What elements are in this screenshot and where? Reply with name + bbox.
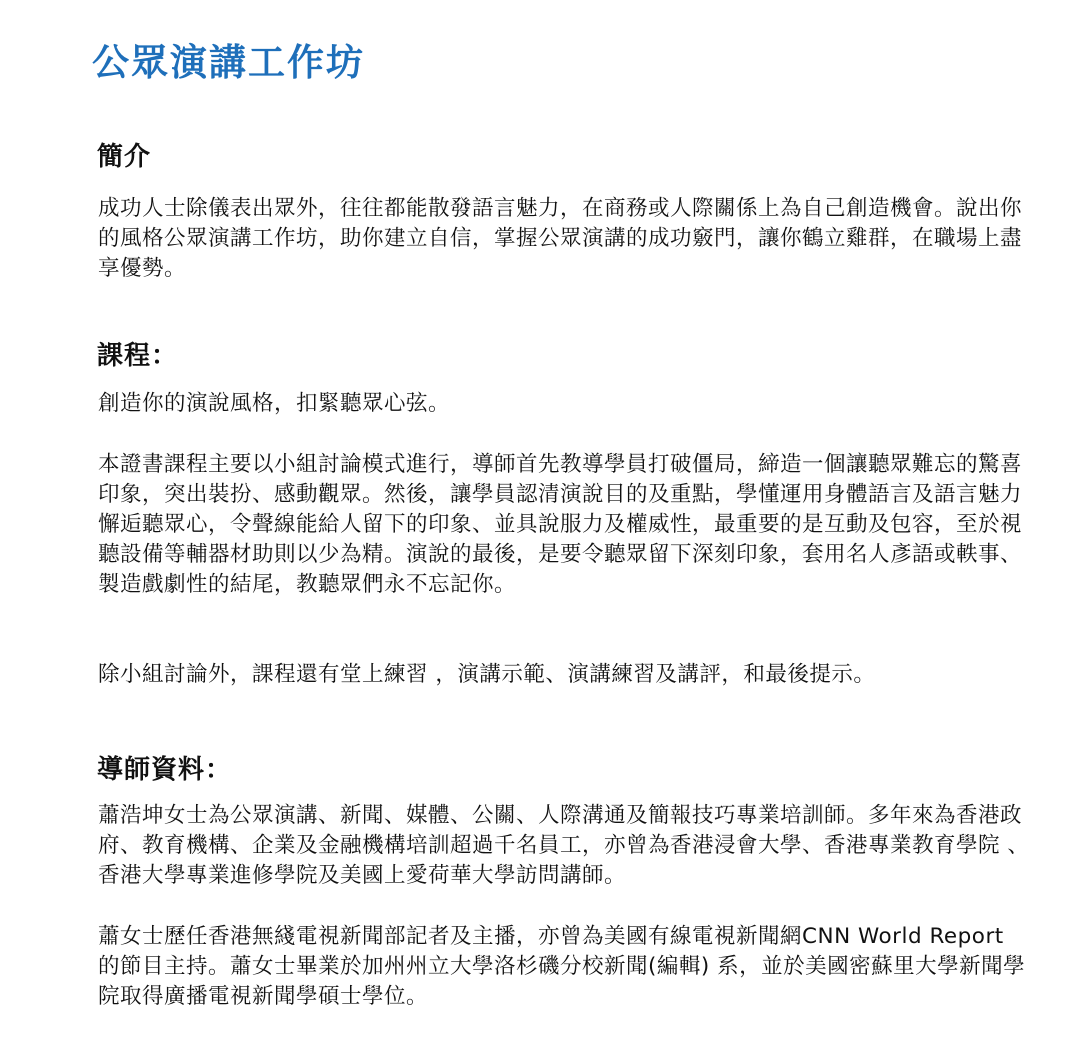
- course-description: 本證書課程主要以小組討論模式進行，導師首先教導學員打破僵局，締造一個讓聽眾難忘的驚喜印象，突出裝扮、感動觀眾。然後，讓學員認清演說目的及重點，學懂運用身體語言及語言魅力懈逅聽眾心，令聲線能給人留下的印象、並具說服力及權威性，最重要的是互動及包容，至於視聽設備等輔器材助則以少為精。演說的最後，是要令聽眾留下深刻印象，套用名人彥語或軼事、製造戲劇性的結尾，教聽眾們永不忘記你。: [98, 452, 1023, 597]
- course-extras: 除小組討論外，課程還有堂上練習 ，演講示範、演講練習及講評，和最後提示。: [98, 662, 876, 687]
- instructor-bio-1: 蕭浩坤女士為公眾演講、新聞、媒體、公關、人際溝通及簡報技巧專業培訓師。多年來為香港政府、教育機構、企業及金融機構培訓超過千名員工，亦曾為香港浸會大學、香港專業教育學院 、香港大學專業進修學院及美國上愛荷華大學訪問講師。: [98, 803, 1030, 888]
- course-tagline: 創造你的演說風格，扣緊聽眾心弦。: [98, 391, 451, 416]
- intro-heading: 簡介: [97, 142, 152, 172]
- intro-paragraph: 成功人士除儀表出眾外，往往都能散發語言魅力，在商務或人際關係上為自己創造機會。說出你的風格公眾演講工作坊，助你建立自信，掌握公眾演講的成功竅門，讓你鶴立雞群，在職場上盡享優勢。: [98, 196, 1023, 281]
- instructor-heading: 導師資料：: [97, 755, 233, 785]
- instructor-bio-2: 蕭女士歷任香港無綫電視新聞部記者及主播，亦曾為美國有線電視新聞網CNN World Report 的節目主持。蕭女士畢業於加州州立大學洛杉磯分校新聞(編輯) 系，並於美國密蘇里大學新聞學院取得廣播電視新聞學碩士學位。: [98, 924, 1026, 1009]
- course-heading: 課程：: [97, 341, 179, 371]
- page-title: 公眾演講工作坊: [92, 40, 365, 84]
